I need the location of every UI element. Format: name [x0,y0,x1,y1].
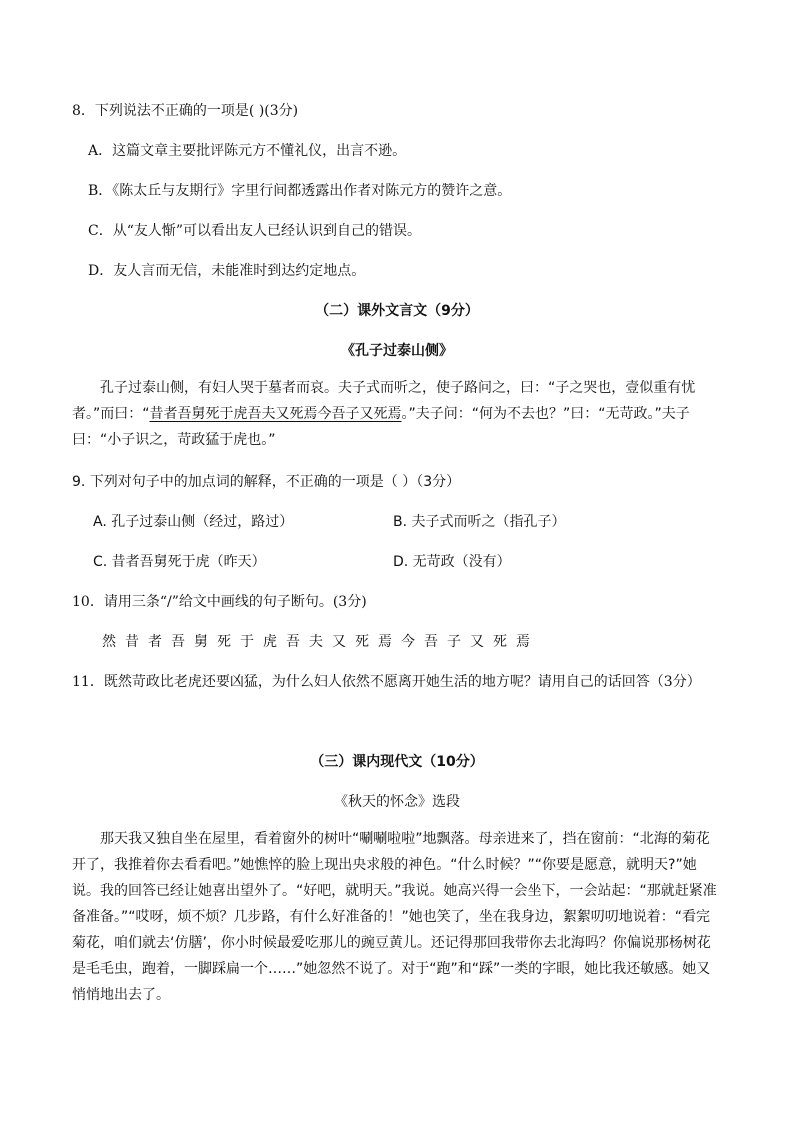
section3-passage [72,826,722,1008]
q10-sentence: 然昔者吾舅死于虎吾夫又死焉今吾子又死焉 [102,634,539,650]
q8-stem: 8．下列说法不正确的一项是( )(3分) [72,103,299,119]
passage-part2: 。”夫子问：“何为不去也？”曰：“无苛政。”夫子曰：“小子识之，苛政猛于虎也。” [72,406,690,448]
passage-underlined-sentence: 昔者吾舅死于虎吾夫又死焉今吾子又死焉 [149,406,402,422]
q9-option-c: C. 昔者吾舅死于虎（昨天） [93,554,266,570]
q9-option-d: D. 无苛政（没有） [393,554,511,570]
q9-option-b: B. 夫子式而听之（指孔子） [393,514,566,530]
section3-heading: （三）课内现代文（10分） [310,754,484,770]
q10-stem: 10．请用三条“/”给文中画线的句子断句。(3分) [72,594,367,610]
passage-part1: 孔子过泰山侧，有妇人哭于墓者而哀。夫子式而听之，使子路问之，曰：“子之哭也，壹似重有忧者。”而曰：“ [72,380,696,422]
q8-option-d: D．友人言而无信，未能准时到达约定地点。 [88,263,366,279]
q8-option-c: C．从“友人惭”可以看出友人已经认识到自己的错误。 [88,223,422,239]
section2-title: 《孔子过泰山侧》 [341,343,453,359]
q11-stem: 11．既然苛政比老虎还要凶猛，为什么妇人依然不愿离开她生活的地方呢？请用自己的话回答（3分） [72,674,701,690]
q8-option-b: B．《陈太丘与友期行》字里行间都透露出作者对陈元方的赞许之意。 [88,183,512,199]
q8-option-a: A．这篇文章主要批评陈元方不懂礼仪，出言不逊。 [88,143,407,159]
section2-passage [72,375,722,453]
section3-title: 《秋天的怀念》选段 [334,794,460,810]
section2-heading: （二）课外文言文（9分） [315,303,479,319]
q9-option-a: A. 孔子过泰山侧（经过，路过） [93,514,294,530]
section3-passage-text: 那天我又独自坐在屋里，看着窗外的树叶“唰唰啦啦”地飘落。母亲进来了，挡在窗前：“北海的菊花开了，我推着你去看看吧。”她憔悴的脸上现出央求般的神色。“什么时候？”“你要是愿意，就明天?”她说。我的回答已经让她喜出望外了。“好吧，就明天。”我说。她高兴得一会坐下，一会站起：“那就赶紧准备准备。”“哎呀，烦不烦？几步路，有什么好准备的！”她也笑了，坐在我身边，絮絮叨叨地说着：“看完菊花，咱们就去‘仿膳’，你小时候最爱吃那儿的豌豆黄儿。还记得那回我带你去北海吗？你偏说那杨树花是毛毛虫，跑着，一脚踩扁一个……”她忽然不说了。对于“跑”和“踩”一类的字眼，她比我还敏感。她又悄悄地出去了。 [72,831,717,1003]
q9-stem: 9. 下列对句子中的加点词的解释，不正确的一项是（ ）（3分） [72,474,461,490]
